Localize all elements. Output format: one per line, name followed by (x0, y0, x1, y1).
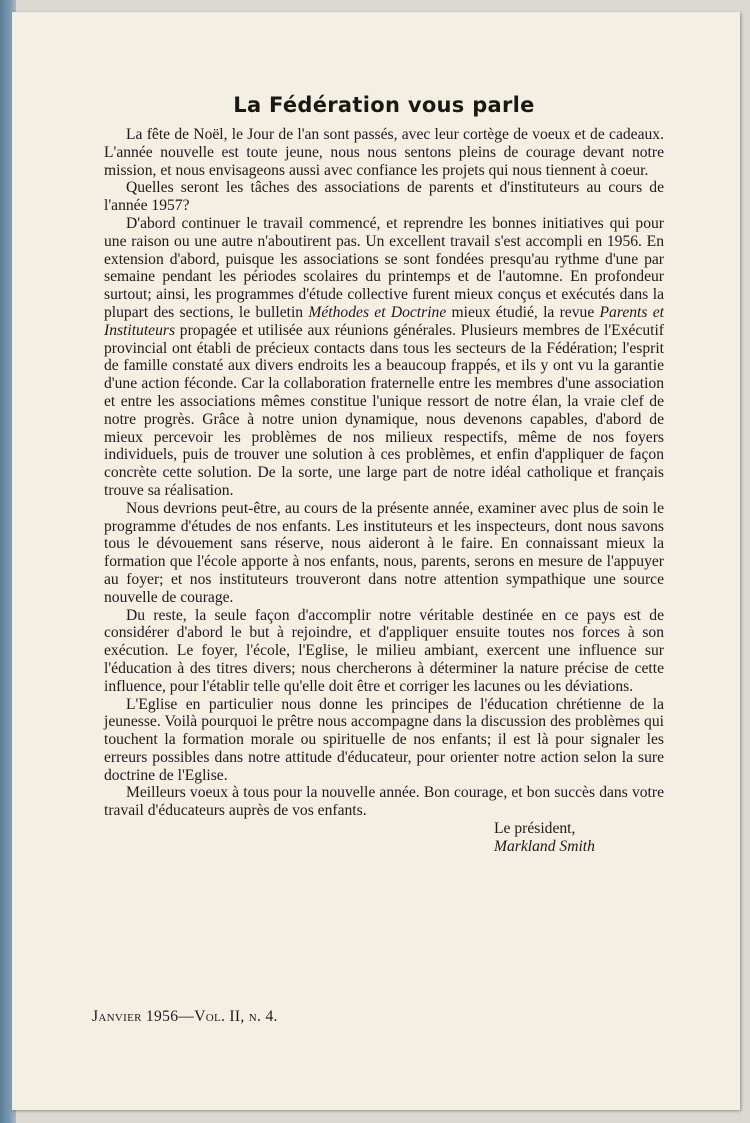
article-body (104, 92, 664, 856)
signature-block (494, 820, 664, 856)
article-paragraph (104, 179, 664, 215)
italic-title: Parents et Instituteurs (104, 303, 664, 339)
article-paragraph (104, 215, 664, 500)
paragraph-text: propagée et utilisée aux réunions générales. Plusieurs membres de l'Exécutif provincial ont établi de précieux contacts dans tous les secteurs de la Fédération; l'esprit de famille constaté aux divers endroits les a beaucoup frappés, et ils y ont vu la garantie d'une action féconde. Car la collaboration fraternelle entre les membres d'une association et entre les associations mêmes constitue l'unique ressort de notre élan, la vraie clef de notre progrès. Grâce à notre union dynamique, nous devenons capables, d'abord de mieux percevoir les problèmes de nos milieux respectifs, même de nos foyers individuels, puis de trouver une solution à ces problèmes, et enfin d'appliquer de façon concrète cette solution. De la sorte, une large part de notre idéal catholique et français trouve sa réalisation. (104, 321, 664, 499)
paragraph-text: Nous devrions peut-être, au cours de la présente année, examiner avec plus de soin le programme d'études de nos enfants. Les instituteurs et les inspecteurs, dont nous savons tous le dévouement sans réserve, nous aideront à le faire. En connaissant mieux la formation que l'école apporte à nos enfants, nous, parents, serons en mesure de l'appuyer au foyer; et nos instituteurs trouveront dans notre attention sympathique une source nouvelle de courage. (104, 499, 664, 606)
issue-footer: Janvier 1956—Vol. II, n. 4. (92, 1008, 278, 1025)
signature-name: Markland Smith (494, 837, 595, 855)
article-paragraph (104, 784, 664, 820)
article-paragraph (104, 607, 664, 696)
paragraph-text: Du reste, la seule façon d'accomplir notre véritable destinée en ce pays est de considérer d'abord le but à rejoindre, et d'appliquer ensuite toutes nos forces à son exécution. Le foyer, l'école, l'Eglise, le milieu ambiant, exercent une influence sur l'éducation à des titres divers; nous chercherons à déterminer la nature précise de cette influence, pour l'établir telle qu'elle doit être et corriger les lacunes ou les déviations. (104, 606, 664, 695)
paragraph-text: D'abord continuer le travail commencé, et reprendre les bonnes initiatives qui pour une raison ou une autre n'aboutirent pas. Un excellent travail s'est accompli en 1956. En extension d'abord, puisque les associations se sont fondées presqu'au rythme d'une par semaine pendant les périodes scolaires du printemps et de l'automne. En profondeur surtout; ainsi, les programmes d'étude collective furent mieux conçus et exécutés dans la plupart des sections, le bulletin (104, 214, 664, 321)
paragraph-text: Meilleurs voeux à tous pour la nouvelle année. Bon courage, et bon succès dans votre travail d'éducateurs auprès de vos enfants. (104, 784, 664, 820)
paragraph-text: Quelles seront les tâches des associations de parents et d'instituteurs au cours de l'année 1957? (104, 179, 664, 215)
paragraph-text: L'Eglise en particulier nous donne les principes de l'éducation chrétienne de la jeunesse. Voilà pourquoi le prêtre nous accompagne dans la discussion des problèmes qui touchent la formation morale ou spirituelle de nos enfants; il est là pour signaler les erreurs possibles dans notre attitude d'éducateur, pour orienter notre action selon la sure doctrine de l'Eglise. (104, 695, 664, 784)
article-title: La Fédération vous parle (233, 93, 535, 117)
paragraph-text: La fête de Noël, le Jour de l'an sont passés, avec leur cortège de voeux et de cadeaux. L'année nouvelle est toute jeune, nous nous sentons pleins de courage devant notre mission, et nous envisageons aussi avec confiance les projets qui nous tiennent à coeur. (104, 126, 664, 179)
article-paragraph (104, 126, 664, 179)
signature-role: Le président, (494, 820, 576, 838)
paragraph-text: mieux étudié, la revue (446, 303, 600, 321)
italic-title: Méthodes et Doctrine (308, 303, 447, 321)
article-paragraph (104, 500, 664, 607)
article-paragraphs (104, 126, 664, 820)
article-paragraph (104, 696, 664, 785)
